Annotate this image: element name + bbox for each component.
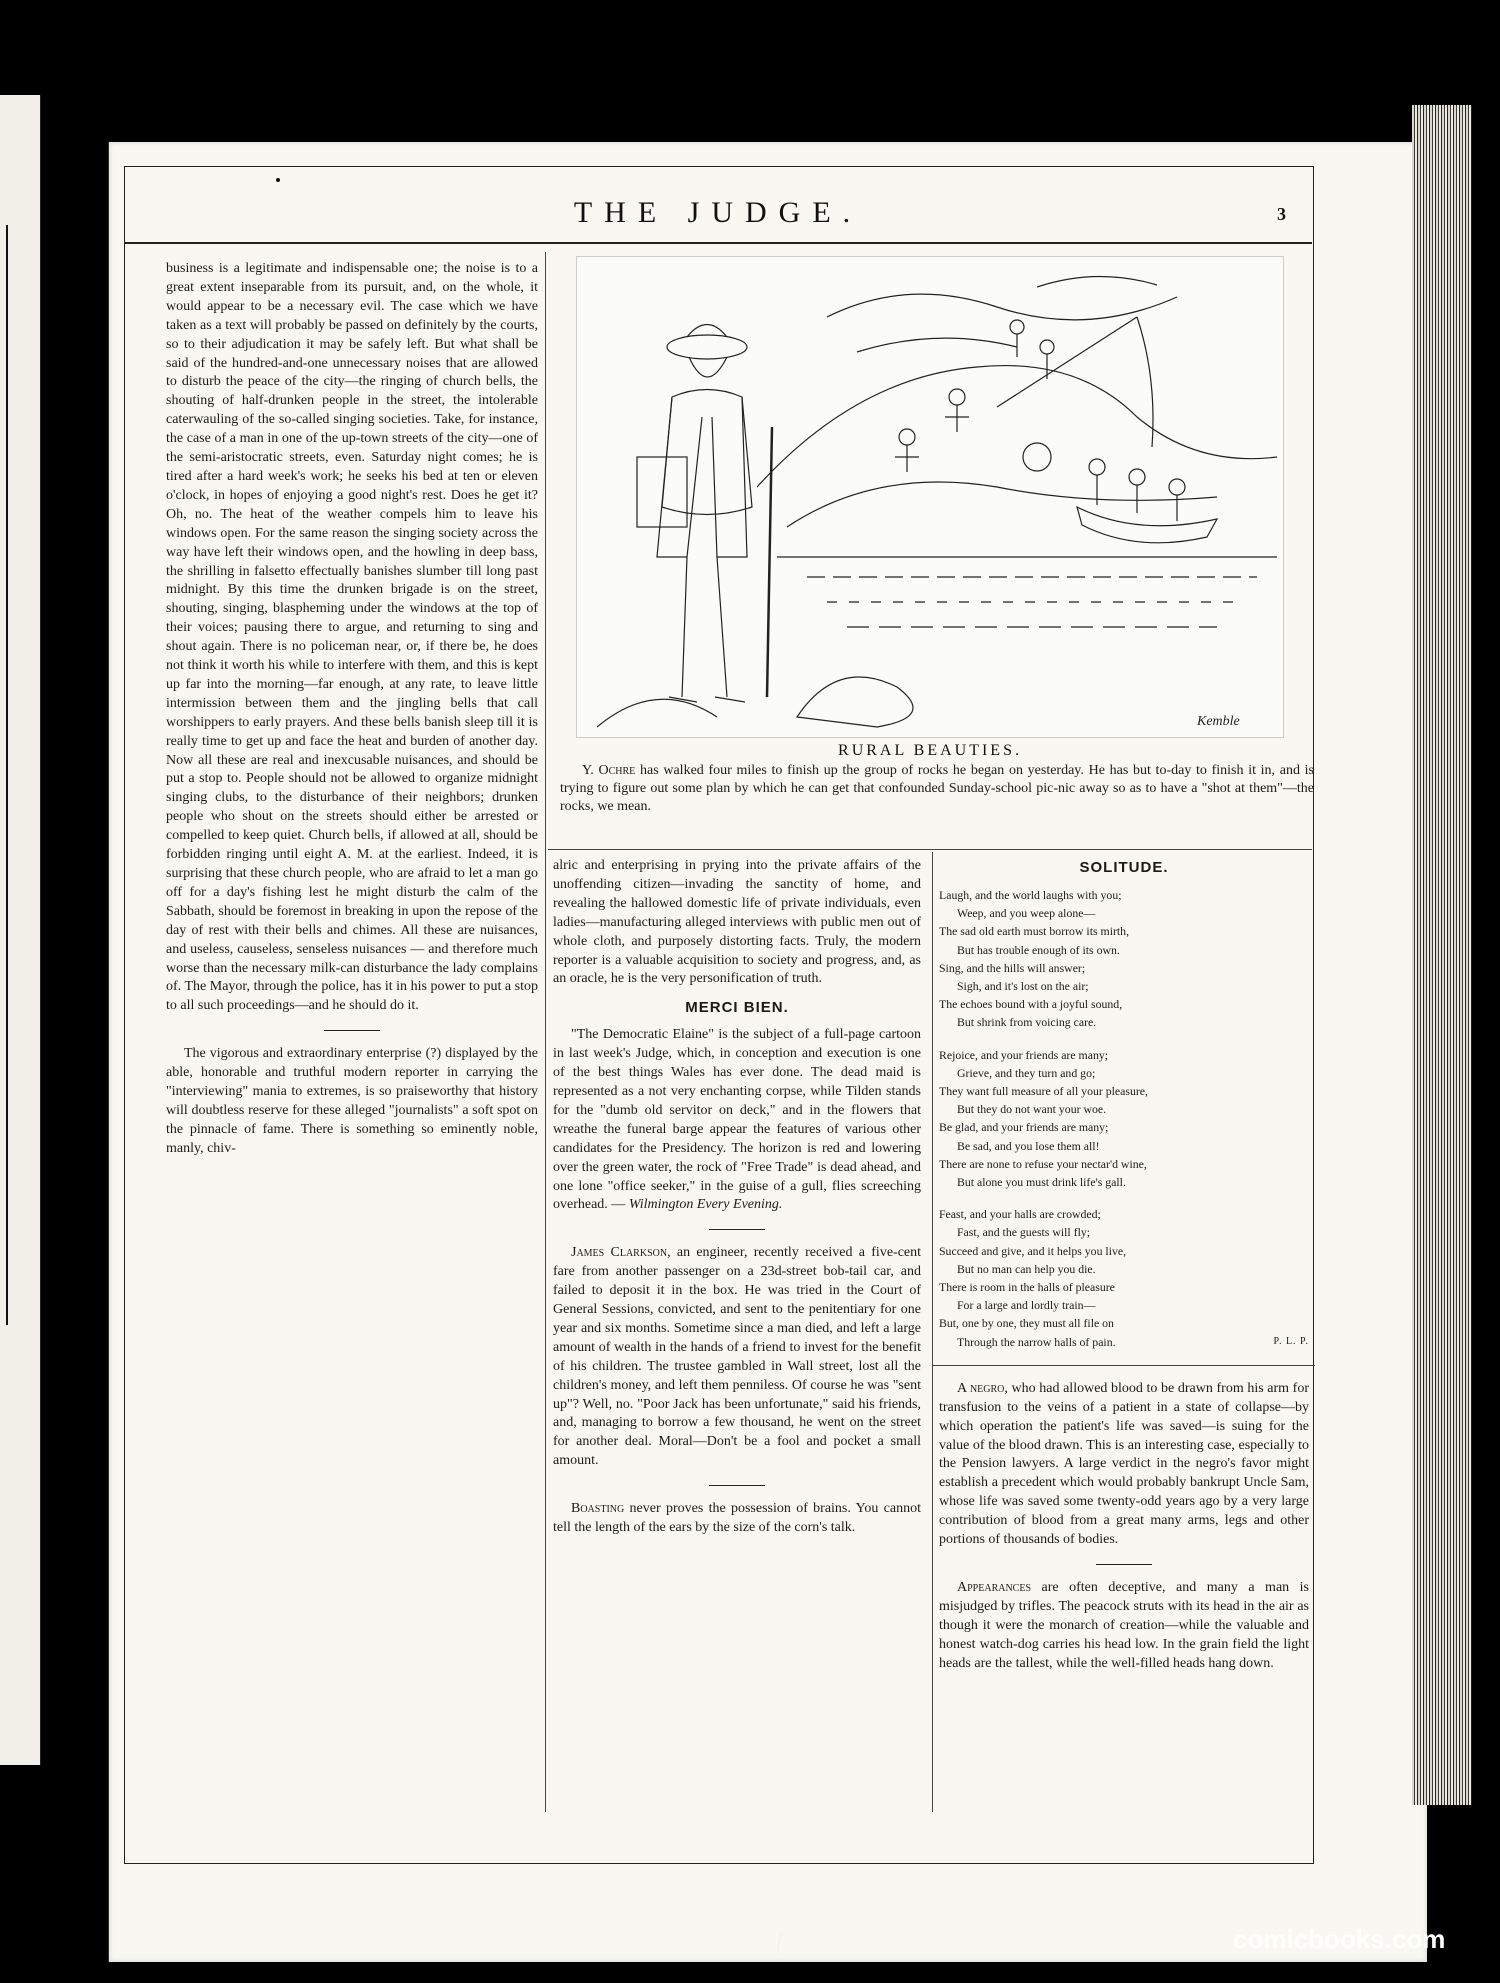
poem-signature: P. L. P. (1273, 1335, 1309, 1347)
article-paragraph: "The Democratic Elaine" is the subject of a full-page cartoon in last week's Judge, which, in conception and execution is one of the best things Wales has ever done. The dead maid is represented as a not very enchanting corpse, while Tilden stands for the "dumb old servitor on deck," and in the flowers that wreathe the funeral barge appear the features of various other candidates for the Presidency. The horizon is red and lowering over the green water, the rock of "Free Trade" is dead ahead, and one lone "office seeker," in the guise of a gull, flies screeching overhead. — Wilmington Every Evening. (553, 1027, 921, 1213)
page-number: 3 (1277, 204, 1286, 224)
artist-signature: Kemble (1197, 714, 1240, 729)
masthead-title: THE JUDGE. (573, 196, 863, 229)
article-paragraph: business is a legitimate and indispensable one; the noise is to a great extent inseparable from its pursuit, and, on the whole, it would appear to be a necessary evil. The case which we have taken as a text will probably be passed on definitely by the courts, so to their adjudication it may be safely left. But what shall be said of the hundred-and-one unnecessary noises that are allowed to disturb the peace of the city—the ringing of church bells, the shouting of half-drunken people in the street, the intolerable caterwauling of the so-called singing societies. Take, for instance, the case of a man in one of the up-town streets of the city—one of the semi-aristocratic streets, even. Saturday night comes; he is tired after a hard week's work; he seeks his bed at ten or eleven o'clock, in hopes of enjoying a good night's rest. Does he get it? Oh, no. The heat of the weather compels him to leave his windows open. For the same reason the singing society across the way have left their windows open, and the howling in deep bass, the shrilling in falsetto effectually banishes slumber till long past midnight. By this time the drunken brigade is on the street, shouting, singing, blaspheming under the windows at the top of their voices; pausing there to argue, and returning to sing and shout again. There is no policeman near, or, if there be, he does not think it worth his while to interfere with them, and this is kept up far into the morning—far enough, at any rate, to leave little intermission between them and the jingling bells that call worshippers to early prayers. And these bells banish sleep till it is really time to get up and face the heat and burden of another day. Now all these are real and inexcusable nuisances, and should be put a stop to. People should not be allowed to organize midnight singing clubs, to the disturbance of their neighbors; drunken people who shout on the streets should either be arrested or compelled to keep quiet. Church bells, if allowed at all, should be forbidden ringing until eight A. M. at the earliest. Indeed, it is surprising that these church people, who are afraid to let a man go off for a day's fishing lest he might disturb the calm of the Sabbath, should be foremost in breaking in upon the repose of the day of rest with their bells and chimes. All these are nuisances, and useless, causeless, senseless nuisances — and therefore much worse than the necessary milk-can disturbance the lady complains of. The Mayor, through the police, has it in his power to put a stop to all such proceedings—and he should do it. (166, 261, 538, 1014)
source-citation: Wilmington Every Evening. (628, 1197, 783, 1213)
article-paragraph: The vigorous and extraordinary enterprise (?) displayed by the able, honorable and truthful modern reporter in carrying the "interviewing" mania to extremes, is so praiseworthy that history will doubtless reserve for these alleged "journalists" a soft spot on the pinnacle of fame. There is something so eminently noble, manly, chiv- (166, 1046, 538, 1156)
caption-lead: Y. Ochre (582, 763, 636, 778)
section-divider (324, 1030, 380, 1031)
article-paragraph: Boasting never proves the possession of brains. You cannot tell the length of the ears by the size of the corn's talk. (553, 1501, 921, 1536)
article-paragraph: James Clarkson, an engineer, recently received a five-cent fare from another passenger on a 23d-street bob-tail car, and failed to deposit it in the box. He was tried in the Court of General Sessions, convicted, and sent to the penitentiary for one year and six months. Sometime since a man died, and left a large amount of wealth in the hands of a friend to invest for the benefit of his children. The trustee gambled in Wall street, lost all the children's money, and left them penniless. Of course he was "sent up"? Well, no. "Poor Jack has been unfortunate," said his friends, and, managing to borrow a few thousand, he went on the street for another deal. Moral—Don't be a fool and pocket a small amount. (553, 1245, 922, 1469)
illustration-rule (548, 849, 1312, 850)
watermark-text: comicbooks.com (1233, 1924, 1446, 1954)
facing-page-edge (0, 95, 41, 1765)
column-2 (553, 857, 921, 1538)
section-divider (1096, 1564, 1152, 1565)
poem-stanza: Laugh, and the world laughs with you; Weep, and you weep alone— The sad old earth must borrow its mirth, But has trouble enough of its own. Sing, and the hills will answer; Sigh, and it's lost on the air; The echoes bound with a joyful sound, But shrink from voicing care. (939, 887, 1130, 1030)
header-rule (124, 242, 1312, 244)
print-speck (276, 178, 280, 182)
column-1 (166, 260, 538, 1159)
poem-stanza: Feast, and your halls are crowded; Fast, and the guests will fly; Succeed and give, and it helps you live, But no man can help you die. There is room in the halls of pleasure For a large and lordly train— But, one by one, they must all file on Through the narrow halls of pain. P. L. P. (939, 1205, 1309, 1351)
illustration-rural-beauties (576, 256, 1284, 738)
column-3 (939, 857, 1309, 1673)
column-rule (932, 852, 933, 1812)
section-divider (709, 1485, 765, 1486)
caption-body: has walked four miles to finish up the group of rocks he began on yesterday. He has but to-day to finish it in, and is trying to figure out some plan by which he can get that confounded Sunday-school pic-nic away so as to have a "shot at them"—the rocks, we mean. (560, 763, 1315, 814)
article-paragraph: A negro, who had allowed blood to be drawn from his arm for transfusion to the veins of a patient in a state of collapse—by which operation the patient's life was saved—is suing for the value of the blood drawn. This is an interesting case, especially to the Pension lawyers. A large verdict in the negro's favor might establish a precedent which would probably bankrupt Uncle Sam, whose life was saved some twenty-odd years ago by a very large contribution of blood from a great many arms, legs and other portions of thousands of bodies. (939, 1380, 1310, 1548)
article-paragraph: Appearances are often deceptive, and many a man is misjudged by trifles. The peacock struts with its head in the air as though it were the monarch of creation—while the valuable and honest watch-dog carries his head low. In the grain field the light heads are the tallest, while the well-filled heads hang down. (939, 1579, 1309, 1671)
section-divider (709, 1229, 765, 1230)
column-rule (545, 252, 546, 1812)
section-rule (933, 1365, 1315, 1366)
poem-solitude (939, 886, 1309, 1351)
illustration-caption-title: RURAL BEAUTIES. (838, 742, 1022, 759)
page-stack-edges (1412, 105, 1472, 1805)
poem-title-solitude: SOLITUDE. (1079, 859, 1169, 876)
article-paragraph: alric and enterprising in prying into the private affairs of the unoffending citizen—invading the sanctity of home, and revealing the hallowed domestic life of private individuals, even ladies—manufacturing alleged interviews with public men out of whole cloth, and purposely distorting facts. Truly, the modern reporter is a valuable acquisition to society and progress, and, as an oracle, he is the very personification of truth. (553, 858, 921, 987)
poem-stanza: Rejoice, and your friends are many; Grieve, and they turn and go; They want full measure of all your pleasure, But they do not want your woe. Be glad, and your friends are many; Be sad, and you lose them all! There are none to refuse your nectar'd wine, But alone you must drink life's gall. (939, 1047, 1148, 1189)
engraving-image (577, 257, 1283, 737)
section-title-merci-bien: MERCI BIEN. (685, 999, 789, 1017)
illustration-caption (560, 762, 1314, 816)
